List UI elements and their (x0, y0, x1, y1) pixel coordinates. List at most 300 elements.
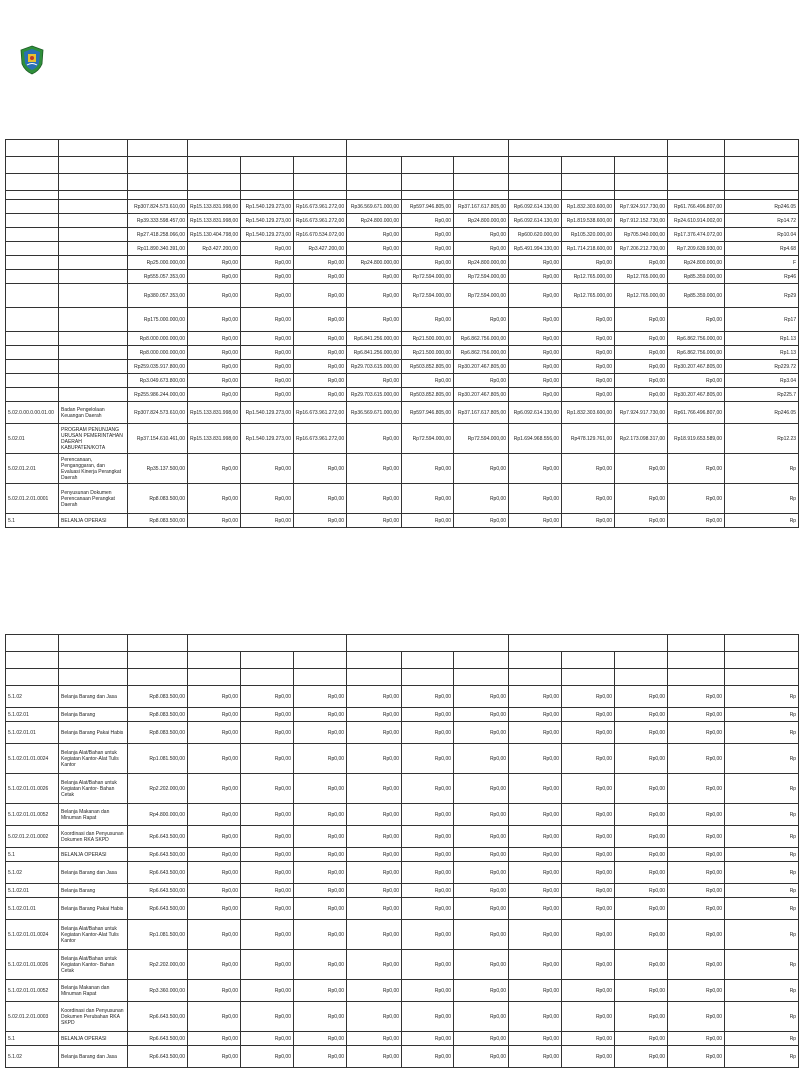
row-value-10: Rp0,00 (615, 980, 668, 1002)
row-name (59, 346, 128, 360)
table-row (6, 454, 799, 484)
row-value-6: Rp0,00 (402, 1002, 454, 1032)
row-value-7: Rp6.862.756.000,00 (454, 346, 509, 360)
row-value-7: Rp37.167.617.805,00 (454, 200, 509, 214)
row-value-11: Rp6.862.756.000,00 (668, 346, 725, 360)
row-value-11: Rp0,00 (668, 1032, 725, 1046)
row-value-7: Rp0,00 (454, 950, 509, 980)
row-value-3: Rp0,00 (241, 332, 294, 346)
row-value-6: Rp0,00 (402, 1032, 454, 1046)
row-value-7: Rp30.207.467.805,00 (454, 388, 509, 402)
row-value-9: Rp0,00 (562, 804, 615, 826)
row-value-8: Rp0,00 (509, 484, 562, 514)
row-name: Belanja Barang dan Jasa (59, 1046, 128, 1068)
row-value-5: Rp0,00 (347, 722, 402, 744)
row-value-6: Rp0,00 (402, 374, 454, 388)
row-value-8: Rp5.491.994.130,00 (509, 242, 562, 256)
row-value-4: Rp0,00 (294, 708, 347, 722)
row-code (6, 270, 59, 284)
row-value-3: Rp0,00 (241, 484, 294, 514)
row-value-3: Rp0,00 (241, 950, 294, 980)
row-value-6: Rp597.946.805,00 (402, 200, 454, 214)
row-value-7: Rp72.594.000,00 (454, 284, 509, 308)
row-code: 5.1 (6, 1032, 59, 1046)
row-name: BELANJA OPERASI (59, 514, 128, 528)
table-row (6, 950, 799, 980)
row-value-7: Rp0,00 (454, 826, 509, 848)
row-value-5: Rp36.569.671.000,00 (347, 200, 402, 214)
row-value-5: Rp36.569.671.000,00 (347, 402, 402, 424)
row-name: Belanja Barang Pakai Habis (59, 722, 128, 744)
table-row (6, 1032, 799, 1046)
row-value-11: Rp0,00 (668, 374, 725, 388)
row-value-10: Rp0,00 (615, 898, 668, 920)
row-value-2: Rp15.130.404.798,00 (188, 228, 241, 242)
row-value-9: Rp0,00 (562, 1032, 615, 1046)
row-value-7: Rp0,00 (454, 1032, 509, 1046)
row-name: PROGRAM PENUNJANG URUSAN PEMERINTAHAN DAERAH KABUPATEN/KOTA (59, 424, 128, 454)
row-value-3: Rp0,00 (241, 1046, 294, 1068)
table-row (6, 360, 799, 374)
row-name: Belanja Barang dan Jasa (59, 862, 128, 884)
row-value-4: Rp16.673.961.272,00 (294, 424, 347, 454)
row-value-9: Rp0,00 (562, 256, 615, 270)
row-value-11: Rp0,00 (668, 898, 725, 920)
row-value-8: Rp0,00 (509, 722, 562, 744)
row-value-2: Rp0,00 (188, 708, 241, 722)
row-name: Koordinasi dan Penyusunan Dokumen Perubahan RKA SKPD (59, 1002, 128, 1032)
row-code: 5.02.01.2.01.0001 (6, 484, 59, 514)
row-value-4: Rp0,00 (294, 862, 347, 884)
row-value-1: Rp8.083.500,00 (128, 722, 188, 744)
table-row (6, 308, 799, 332)
row-code: 5.02.01.2.01 (6, 454, 59, 484)
row-value-4: Rp0,00 (294, 454, 347, 484)
row-value-1: Rp307.824.573.610,00 (128, 402, 188, 424)
row-value-9: Rp0,00 (562, 980, 615, 1002)
row-value-2: Rp0,00 (188, 826, 241, 848)
row-value-6: Rp0,00 (402, 242, 454, 256)
row-value-1: Rp4.800.000,00 (128, 804, 188, 826)
row-name: Belanja Alat/Bahan untuk Kegiatan Kantor- Bahan Cetak (59, 774, 128, 804)
row-value-1: Rp307.824.573.610,00 (128, 200, 188, 214)
row-value-2: Rp0,00 (188, 1002, 241, 1032)
row-value-4: Rp0,00 (294, 308, 347, 332)
row-value-12: Rp (725, 722, 799, 744)
row-value-8: Rp0,00 (509, 1032, 562, 1046)
row-value-8: Rp0,00 (509, 884, 562, 898)
row-value-10: Rp2.173.098.317,00 (615, 424, 668, 454)
row-value-12: Rp (725, 848, 799, 862)
row-value-5: Rp0,00 (347, 514, 402, 528)
row-name: Belanja Makanan dan Minuman Rapat (59, 804, 128, 826)
row-value-3: Rp0,00 (241, 826, 294, 848)
row-value-1: Rp11.890.340.391,00 (128, 242, 188, 256)
row-value-5: Rp0,00 (347, 980, 402, 1002)
row-value-5: Rp0,00 (347, 1002, 402, 1032)
row-code (6, 228, 59, 242)
budget-table-2-container (5, 634, 797, 1068)
row-value-12: Rp14.72 (725, 214, 799, 228)
row-value-10: Rp0,00 (615, 388, 668, 402)
row-value-12: Rp (725, 898, 799, 920)
row-value-10: Rp0,00 (615, 346, 668, 360)
row-name (59, 308, 128, 332)
row-value-4: Rp0,00 (294, 884, 347, 898)
row-value-4: Rp0,00 (294, 722, 347, 744)
row-value-2: Rp15.133.831.998,00 (188, 200, 241, 214)
row-value-9: Rp0,00 (562, 484, 615, 514)
row-value-12: Rp10.04 (725, 228, 799, 242)
row-value-1: Rp6.643.500,00 (128, 848, 188, 862)
row-value-8: Rp6.092.614.130,00 (509, 214, 562, 228)
row-value-7: Rp0,00 (454, 514, 509, 528)
row-value-11: Rp7.209.639.930,00 (668, 242, 725, 256)
row-value-6: Rp0,00 (402, 774, 454, 804)
row-value-2: Rp0,00 (188, 332, 241, 346)
row-value-10: Rp705.940.000,00 (615, 228, 668, 242)
row-value-6: Rp21.500.000,00 (402, 332, 454, 346)
row-value-2: Rp0,00 (188, 862, 241, 884)
budget-table-1-container (5, 139, 797, 528)
row-code (6, 374, 59, 388)
row-value-9: Rp12.765.000,00 (562, 270, 615, 284)
row-value-8: Rp0,00 (509, 270, 562, 284)
row-value-10: Rp7.924.917.730,00 (615, 402, 668, 424)
row-code: 5.1.02.01.01.0052 (6, 980, 59, 1002)
row-value-8: Rp0,00 (509, 744, 562, 774)
table-row (6, 374, 799, 388)
row-code (6, 332, 59, 346)
row-value-10: Rp0,00 (615, 256, 668, 270)
row-value-3: Rp0,00 (241, 686, 294, 708)
table-row (6, 708, 799, 722)
row-name (59, 256, 128, 270)
row-value-11: Rp0,00 (668, 1046, 725, 1068)
row-value-2: Rp0,00 (188, 898, 241, 920)
row-value-5: Rp0,00 (347, 308, 402, 332)
row-value-11: Rp0,00 (668, 686, 725, 708)
row-name: Belanja Barang dan Jasa (59, 686, 128, 708)
row-value-8: Rp0,00 (509, 346, 562, 360)
row-value-9: Rp0,00 (562, 862, 615, 884)
row-value-1: Rp380.057.353,00 (128, 284, 188, 308)
table-2-header (6, 635, 799, 686)
row-name: Belanja Alat/Bahan untuk Kegiatan Kantor-Alat Tulis Kantor (59, 744, 128, 774)
row-value-6: Rp503.852.805,00 (402, 360, 454, 374)
row-code (6, 388, 59, 402)
row-value-10: Rp0,00 (615, 862, 668, 884)
row-value-5: Rp0,00 (347, 1046, 402, 1068)
row-value-12: Rp (725, 920, 799, 950)
row-value-4: Rp0,00 (294, 686, 347, 708)
row-value-8: Rp0,00 (509, 848, 562, 862)
row-value-2: Rp0,00 (188, 360, 241, 374)
row-value-9: Rp0,00 (562, 920, 615, 950)
row-value-5: Rp0,00 (347, 950, 402, 980)
row-value-10: Rp0,00 (615, 454, 668, 484)
row-value-11: Rp6.862.756.000,00 (668, 332, 725, 346)
row-value-3: Rp0,00 (241, 898, 294, 920)
row-value-6: Rp72.594.000,00 (402, 284, 454, 308)
row-value-8: Rp0,00 (509, 454, 562, 484)
row-value-8: Rp0,00 (509, 256, 562, 270)
table-row (6, 284, 799, 308)
row-value-5: Rp0,00 (347, 884, 402, 898)
row-value-12: Rp1.13 (725, 346, 799, 360)
row-value-7: Rp0,00 (454, 454, 509, 484)
row-value-8: Rp0,00 (509, 898, 562, 920)
row-value-1: Rp8.083.500,00 (128, 514, 188, 528)
row-code: 5.02.01.2.01.0002 (6, 826, 59, 848)
row-name (59, 332, 128, 346)
row-value-9: Rp1.832.303.600,00 (562, 200, 615, 214)
row-value-5: Rp6.841.256.000,00 (347, 346, 402, 360)
row-name: Penyusunan Dokumen Perencanaan Perangkat Daerah (59, 484, 128, 514)
table-row (6, 722, 799, 744)
row-value-1: Rp175.000.000,00 (128, 308, 188, 332)
row-code (6, 256, 59, 270)
row-value-2: Rp0,00 (188, 774, 241, 804)
row-value-3: Rp0,00 (241, 374, 294, 388)
row-value-6: Rp0,00 (402, 848, 454, 862)
row-code: 5.02.01 (6, 424, 59, 454)
row-value-12: Rp (725, 484, 799, 514)
row-value-6: Rp0,00 (402, 514, 454, 528)
row-value-2: Rp0,00 (188, 744, 241, 774)
row-value-12: Rp246.05 (725, 200, 799, 214)
row-value-8: Rp0,00 (509, 1002, 562, 1032)
row-value-11: Rp24.800.000,00 (668, 256, 725, 270)
row-value-9: Rp12.765.000,00 (562, 284, 615, 308)
row-value-10: Rp7.206.212.730,00 (615, 242, 668, 256)
row-name: BELANJA OPERASI (59, 848, 128, 862)
row-value-2: Rp0,00 (188, 686, 241, 708)
row-value-3: Rp1.540.129.273,00 (241, 424, 294, 454)
row-value-6: Rp0,00 (402, 744, 454, 774)
row-name: Belanja Makanan dan Minuman Rapat (59, 980, 128, 1002)
row-value-7: Rp0,00 (454, 708, 509, 722)
row-value-10: Rp7.912.152.730,00 (615, 214, 668, 228)
row-value-1: Rp1.081.500,00 (128, 920, 188, 950)
row-value-6: Rp0,00 (402, 686, 454, 708)
row-value-10: Rp0,00 (615, 514, 668, 528)
row-value-12: Rp (725, 1002, 799, 1032)
row-value-9: Rp0,00 (562, 332, 615, 346)
row-value-5: Rp29.703.615.000,00 (347, 388, 402, 402)
row-value-1: Rp39.333.598.457,00 (128, 214, 188, 228)
row-code: 5.1.02.01.01.0024 (6, 744, 59, 774)
row-value-8: Rp0,00 (509, 374, 562, 388)
row-value-10: Rp0,00 (615, 308, 668, 332)
row-value-12: Rp229.72 (725, 360, 799, 374)
row-value-7: Rp72.594.000,00 (454, 270, 509, 284)
row-value-11: Rp0,00 (668, 308, 725, 332)
row-value-7: Rp0,00 (454, 774, 509, 804)
row-value-12: Rp (725, 774, 799, 804)
row-value-12: Rp3.04 (725, 374, 799, 388)
row-value-7: Rp24.800.000,00 (454, 256, 509, 270)
row-name (59, 284, 128, 308)
row-value-4: Rp0,00 (294, 950, 347, 980)
row-value-9: Rp0,00 (562, 950, 615, 980)
row-value-3: Rp0,00 (241, 514, 294, 528)
row-value-4: Rp0,00 (294, 920, 347, 950)
row-code (6, 346, 59, 360)
row-value-7: Rp0,00 (454, 884, 509, 898)
table-row (6, 332, 799, 346)
row-value-4: Rp0,00 (294, 374, 347, 388)
row-value-2: Rp0,00 (188, 1046, 241, 1068)
table-row (6, 898, 799, 920)
row-value-9: Rp0,00 (562, 360, 615, 374)
row-name: Belanja Barang (59, 708, 128, 722)
row-value-9: Rp0,00 (562, 898, 615, 920)
row-value-10: Rp0,00 (615, 884, 668, 898)
row-value-8: Rp0,00 (509, 388, 562, 402)
row-value-9: Rp0,00 (562, 774, 615, 804)
row-value-2: Rp0,00 (188, 374, 241, 388)
row-value-11: Rp85.359.000,00 (668, 270, 725, 284)
row-value-12: Rp (725, 514, 799, 528)
row-value-4: Rp0,00 (294, 1002, 347, 1032)
row-value-10: Rp0,00 (615, 332, 668, 346)
row-value-12: Rp (725, 1046, 799, 1068)
row-value-2: Rp15.133.831.998,00 (188, 214, 241, 228)
row-name (59, 242, 128, 256)
row-name: Koordinasi dan Penyusunan Dokumen RKA SKPD (59, 826, 128, 848)
row-value-6: Rp0,00 (402, 884, 454, 898)
row-value-9: Rp105.320.000,00 (562, 228, 615, 242)
table-row (6, 884, 799, 898)
row-code: 5.1.02.01.01.0052 (6, 804, 59, 826)
row-value-3: Rp0,00 (241, 284, 294, 308)
table-row (6, 270, 799, 284)
row-value-1: Rp8.000.000.000,00 (128, 332, 188, 346)
row-value-8: Rp0,00 (509, 308, 562, 332)
row-value-9: Rp0,00 (562, 514, 615, 528)
row-value-10: Rp0,00 (615, 360, 668, 374)
row-value-2: Rp0,00 (188, 980, 241, 1002)
row-value-3: Rp0,00 (241, 270, 294, 284)
row-value-1: Rp8.083.500,00 (128, 708, 188, 722)
row-value-6: Rp0,00 (402, 920, 454, 950)
row-value-4: Rp0,00 (294, 514, 347, 528)
row-value-4: Rp0,00 (294, 898, 347, 920)
row-value-9: Rp0,00 (562, 346, 615, 360)
row-value-6: Rp72.594.000,00 (402, 424, 454, 454)
row-value-9: Rp0,00 (562, 884, 615, 898)
row-code (6, 308, 59, 332)
table-row (6, 484, 799, 514)
table-1-header (6, 140, 799, 200)
row-value-6: Rp0,00 (402, 862, 454, 884)
row-value-2: Rp0,00 (188, 270, 241, 284)
row-value-3: Rp0,00 (241, 1002, 294, 1032)
row-value-6: Rp0,00 (402, 1046, 454, 1068)
row-value-3: Rp0,00 (241, 242, 294, 256)
row-name: Belanja Alat/Bahan untuk Kegiatan Kantor-Alat Tulis Kantor (59, 920, 128, 950)
row-value-5: Rp0,00 (347, 454, 402, 484)
table-row (6, 200, 799, 214)
row-value-8: Rp6.092.614.130,00 (509, 402, 562, 424)
row-value-5: Rp0,00 (347, 898, 402, 920)
row-value-2: Rp15.133.831.998,00 (188, 402, 241, 424)
row-value-7: Rp24.800.000,00 (454, 214, 509, 228)
row-value-1: Rp6.643.500,00 (128, 898, 188, 920)
row-value-1: Rp8.083.500,00 (128, 484, 188, 514)
row-value-4: Rp0,00 (294, 1046, 347, 1068)
row-value-11: Rp0,00 (668, 774, 725, 804)
row-name (59, 270, 128, 284)
row-code (6, 360, 59, 374)
row-code: 5.1.02.01.01.0026 (6, 950, 59, 980)
row-code (6, 214, 59, 228)
row-value-12: Rp12.23 (725, 424, 799, 454)
row-value-4: Rp0,00 (294, 346, 347, 360)
row-value-7: Rp0,00 (454, 804, 509, 826)
row-value-10: Rp0,00 (615, 744, 668, 774)
row-value-12: Rp46 (725, 270, 799, 284)
row-value-3: Rp0,00 (241, 360, 294, 374)
row-value-2: Rp0,00 (188, 388, 241, 402)
row-value-9: Rp0,00 (562, 708, 615, 722)
row-value-4: Rp0,00 (294, 484, 347, 514)
row-value-8: Rp6.092.614.130,00 (509, 200, 562, 214)
row-value-12: Rp17 (725, 308, 799, 332)
row-value-7: Rp0,00 (454, 920, 509, 950)
row-value-2: Rp0,00 (188, 804, 241, 826)
row-name: Perencanaan, Penganggaran, dan Evaluasi Kinerja Perangkat Daerah (59, 454, 128, 484)
row-value-12: Rp (725, 980, 799, 1002)
row-value-9: Rp1.819.538.600,00 (562, 214, 615, 228)
row-name (59, 388, 128, 402)
row-value-2: Rp0,00 (188, 884, 241, 898)
row-value-7: Rp0,00 (454, 1046, 509, 1068)
row-value-6: Rp0,00 (402, 708, 454, 722)
row-value-2: Rp0,00 (188, 454, 241, 484)
row-value-11: Rp0,00 (668, 514, 725, 528)
row-value-1: Rp6.643.500,00 (128, 862, 188, 884)
row-value-3: Rp1.540.129.273,00 (241, 214, 294, 228)
row-value-7: Rp0,00 (454, 308, 509, 332)
row-value-3: Rp0,00 (241, 256, 294, 270)
row-name (59, 214, 128, 228)
table-row (6, 242, 799, 256)
row-value-5: Rp0,00 (347, 804, 402, 826)
row-value-6: Rp72.594.000,00 (402, 270, 454, 284)
row-value-3: Rp1.540.129.273,00 (241, 200, 294, 214)
row-value-10: Rp0,00 (615, 686, 668, 708)
row-value-5: Rp29.703.615.000,00 (347, 360, 402, 374)
row-value-3: Rp0,00 (241, 862, 294, 884)
row-value-7: Rp0,00 (454, 862, 509, 884)
row-value-2: Rp0,00 (188, 848, 241, 862)
row-value-7: Rp37.167.617.805,00 (454, 402, 509, 424)
row-value-1: Rp8.000.000.000,00 (128, 346, 188, 360)
row-value-11: Rp30.207.467.805,00 (668, 388, 725, 402)
row-value-7: Rp0,00 (454, 686, 509, 708)
row-code: 5.1.02 (6, 862, 59, 884)
row-name: BELANJA OPERASI (59, 1032, 128, 1046)
row-value-7: Rp0,00 (454, 898, 509, 920)
row-value-2: Rp0,00 (188, 256, 241, 270)
row-value-10: Rp0,00 (615, 826, 668, 848)
row-value-12: Rp (725, 686, 799, 708)
table-row (6, 1046, 799, 1068)
row-value-10: Rp0,00 (615, 1046, 668, 1068)
row-value-3: Rp0,00 (241, 708, 294, 722)
